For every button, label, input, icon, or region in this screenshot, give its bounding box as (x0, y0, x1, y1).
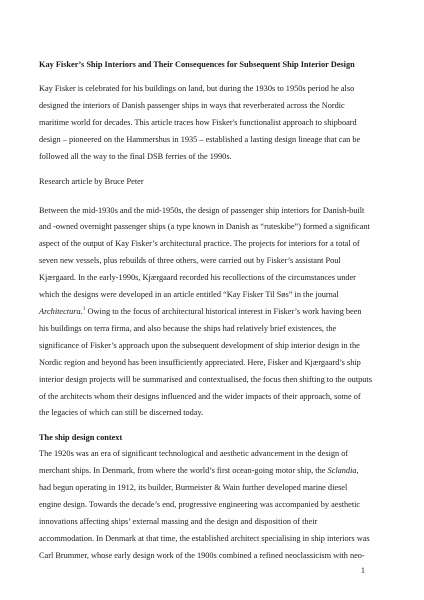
section-line (39, 463, 368, 480)
intro-line: Kjærgaard. In the early-1990s, Kjærgaard recorded his recollections of the circumstances under (39, 273, 356, 283)
section-paragraph (39, 446, 368, 564)
intro-line: which the designs were developed in an article entitled “Kay Fisker Til Søs” in the journal (39, 290, 339, 300)
intro-line: Nordic region and beyond has been insufficiently appreciated. Here, Fisker and Kjærgaard’s ship (39, 357, 361, 367)
intro-line: Architectura.$^1$ Owing to the focus of architectural historical interest in Fisker’s work having been (39, 306, 362, 316)
abstract-line: designed the interiors of Danish passenger ships in ways that reverberated across the Nordic (39, 100, 345, 110)
intro-line: seven new vessels, plus rebuilds of three others, were carried out by Fisker’s assistant Poul (39, 256, 341, 266)
intro-line: the legacies of which can still be discerned today. (39, 408, 204, 418)
section-line: accommodation. In Denmark at that time, the established architect specialising in ship interiors was (39, 533, 370, 543)
page-number: 1 (360, 566, 365, 575)
intro-line: significance of Fisker’s approach upon the subsequent development of ship interior design in the (39, 340, 360, 350)
intro-line: aspect of the output of Kay Fisker’s architectural practice. The projects for interiors for a total of (39, 239, 360, 249)
byline: Research article by Bruce Peter (39, 176, 144, 186)
abstract-line: design – pioneered on the Hammershus in 1935 – established a lasting design lineage that can be (39, 134, 361, 144)
section-line: The 1920s was an era of significant technological and aesthetic advancement in the design of (39, 449, 349, 459)
section-line: innovations affecting ships’ external massing and the design and disposition of their (39, 516, 318, 526)
abstract-line: followed all the way to the final DSB ferries of the 1990s. (39, 151, 232, 161)
section-line-text: , (356, 466, 359, 476)
intro-line-text: Owing to the focus of architectural historical interest in Fisker’s work having been (85, 306, 362, 316)
abstract-line: maritime world for decades. This article traces how Fisker's functionalist approach to shipboard (39, 117, 357, 127)
section-line: engine design. Towards the decade’s end, progressive engineering was accompanied by aesthetic (39, 500, 361, 510)
section-heading: The ship design context (39, 433, 123, 443)
footnote-marker[interactable]: 1 (82, 306, 86, 313)
section-line-text: merchant ships. In Denmark, from where the world’s first ocean-going motor ship, the (39, 466, 328, 476)
abstract-line: Kay Fisker is celebrated for his buildings on land, but during the 1930s to 1950s period he also (39, 84, 355, 93)
intro-paragraph (39, 203, 372, 423)
intro-line: of the architects whom their designs influenced and the wider impacts of their approach, some of (39, 391, 361, 401)
intro-line: and -owned overnight passenger ships (a type known in Danish as “ruteskibe”) formed a significant (39, 222, 370, 232)
intro-line: Between the mid-1930s and the mid-1950s, the design of passenger ship interiors for Danish-built (39, 205, 365, 215)
journal-name: Architectura (39, 306, 81, 316)
section-line: Carl Brummer, whose early design work of the 1900s combined a refined neoclassicism with neo- (39, 550, 365, 560)
article-title: Kay Fisker’s Ship Interiors and Their Consequences for Subsequent Ship Interior Design (39, 60, 355, 69)
ship-name: Sclandia (327, 466, 357, 476)
section-line: had begun operating in 1912, its builder, Burmeister & Wain further developed marine diesel (39, 483, 348, 493)
intro-line: his buildings on terra firma, and also because the ships had relatively brief existences, the (39, 323, 337, 333)
abstract-paragraph (39, 81, 368, 166)
intro-line: interior design projects will be summarised and contextualised, the focus then shifting to the outputs (39, 374, 372, 384)
